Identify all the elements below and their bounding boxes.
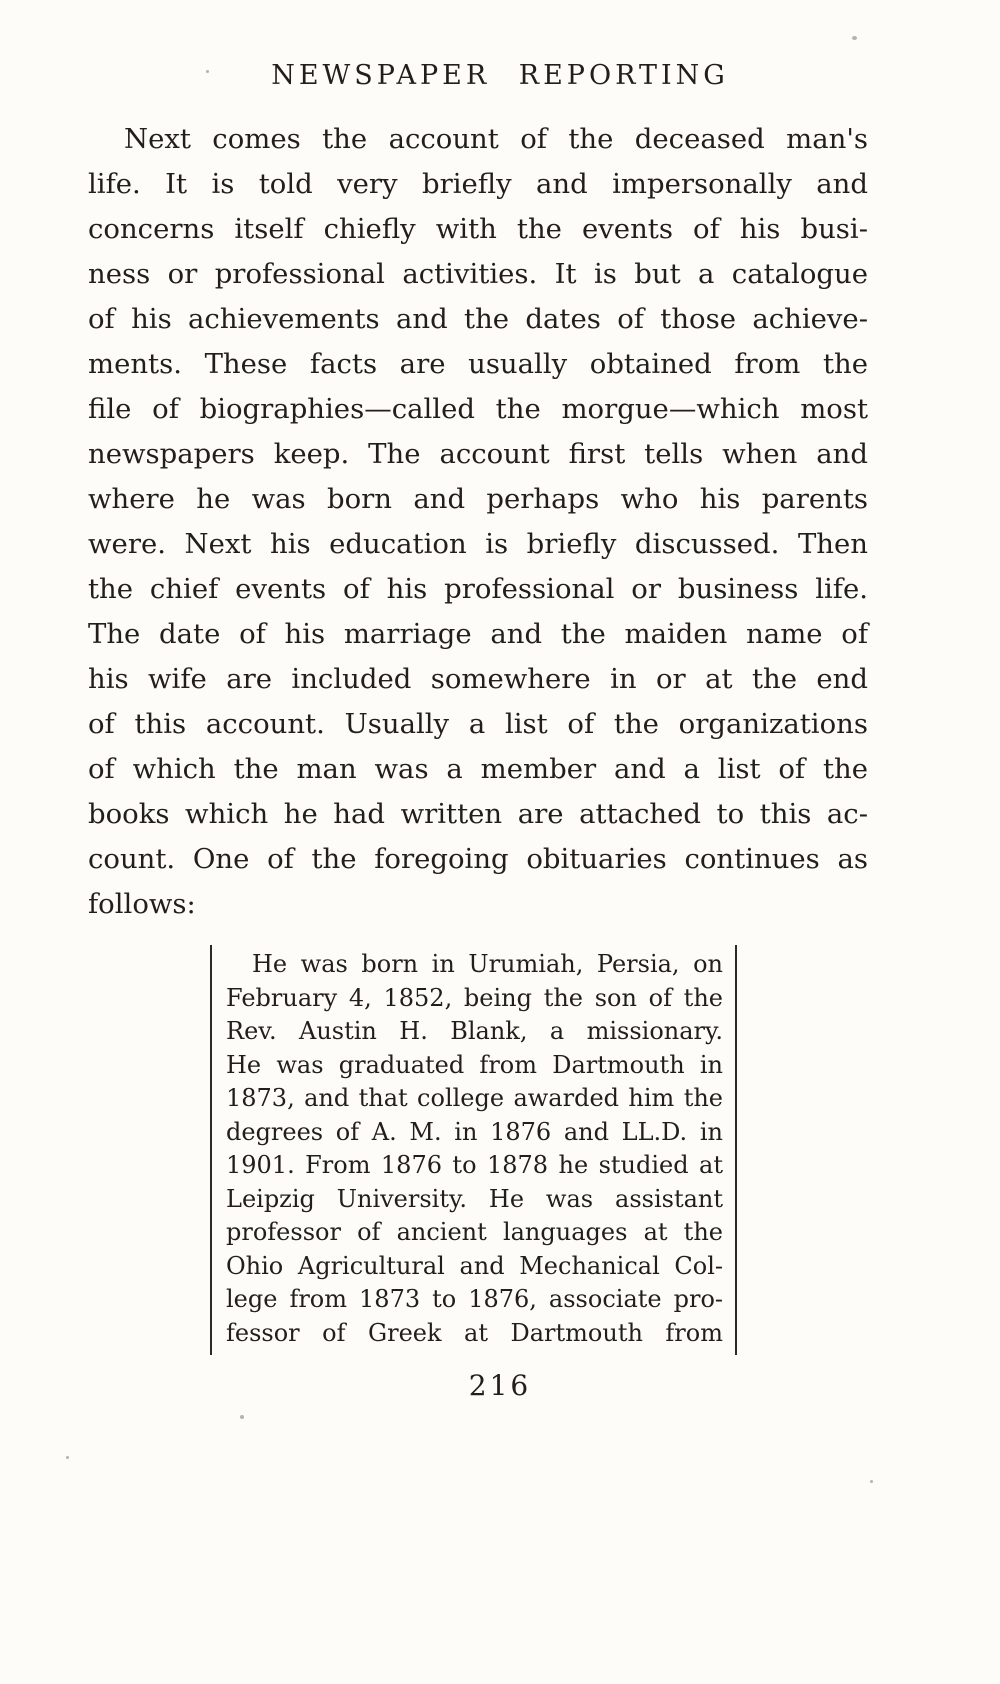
- body-paragraph: [88, 117, 868, 927]
- body-line: where he was born and perhaps who his parents: [88, 483, 868, 515]
- quote-line: lege from 1873 to 1876, associate pro-: [226, 1285, 723, 1313]
- body-line: newspapers keep. The account first tells when and: [88, 438, 868, 470]
- quote-line: Leipzig University. He was assistant: [226, 1184, 723, 1213]
- body-line: concerns itself chiefly with the events of his busi-: [88, 213, 868, 245]
- body-line: file of biographies—called the morgue—which most: [88, 393, 868, 425]
- quote-line: February 4, 1852, being the son of the: [226, 983, 723, 1012]
- body-line: his wife are included somewhere in or at the end: [88, 663, 868, 695]
- quote-line: professor of ancient languages at the: [226, 1218, 723, 1246]
- body-line: ness or professional activities. It is but a catalogue: [88, 258, 868, 290]
- body-line: The date of his marriage and the maiden name of: [88, 618, 868, 650]
- obituary-excerpt: [210, 945, 737, 1355]
- running-head: NEWSPAPER REPORTING: [271, 60, 729, 91]
- body-line: the chief events of his professional or business life.: [88, 573, 868, 605]
- scan-artifact: [66, 1456, 69, 1459]
- body-line: follows:: [88, 888, 196, 920]
- body-line: were. Next his education is briefly discussed. Then: [88, 528, 868, 560]
- quote-line: He was born in Urumiah, Persia, on: [252, 950, 723, 978]
- body-line: Next comes the account of the deceased man's: [124, 123, 868, 155]
- page-number: 216: [468, 1369, 532, 1402]
- body-line: ments. These facts are usually obtained from the: [88, 348, 868, 380]
- quote-line: He was graduated from Dartmouth in: [226, 1050, 723, 1079]
- scan-artifact: [870, 1480, 873, 1483]
- scan-artifact: [240, 1415, 244, 1419]
- quote-line: Rev. Austin H. Blank, a missionary.: [226, 1017, 723, 1045]
- quote-line: degrees of A. M. in 1876 and LL.D. in: [226, 1117, 723, 1146]
- quote-line: 1873, and that college awarded him the: [226, 1084, 723, 1112]
- body-line: count. One of the foregoing obituaries continues as: [88, 843, 868, 875]
- body-line: of his achievements and the dates of those achieve-: [88, 303, 868, 335]
- scan-artifact: [206, 70, 209, 73]
- body-line: of which the man was a member and a list of the: [88, 753, 868, 785]
- quote-line: fessor of Greek at Dartmouth from: [226, 1318, 723, 1347]
- body-line: books which he had written are attached to this ac-: [88, 798, 868, 830]
- body-line: of this account. Usually a list of the organizations: [88, 708, 868, 740]
- scan-artifact: [852, 36, 857, 40]
- body-line: life. It is told very briefly and impersonally and: [88, 168, 868, 200]
- quote-line: 1901. From 1876 to 1878 he studied at: [226, 1151, 723, 1179]
- quote-line: Ohio Agricultural and Mechanical Col-: [226, 1251, 723, 1280]
